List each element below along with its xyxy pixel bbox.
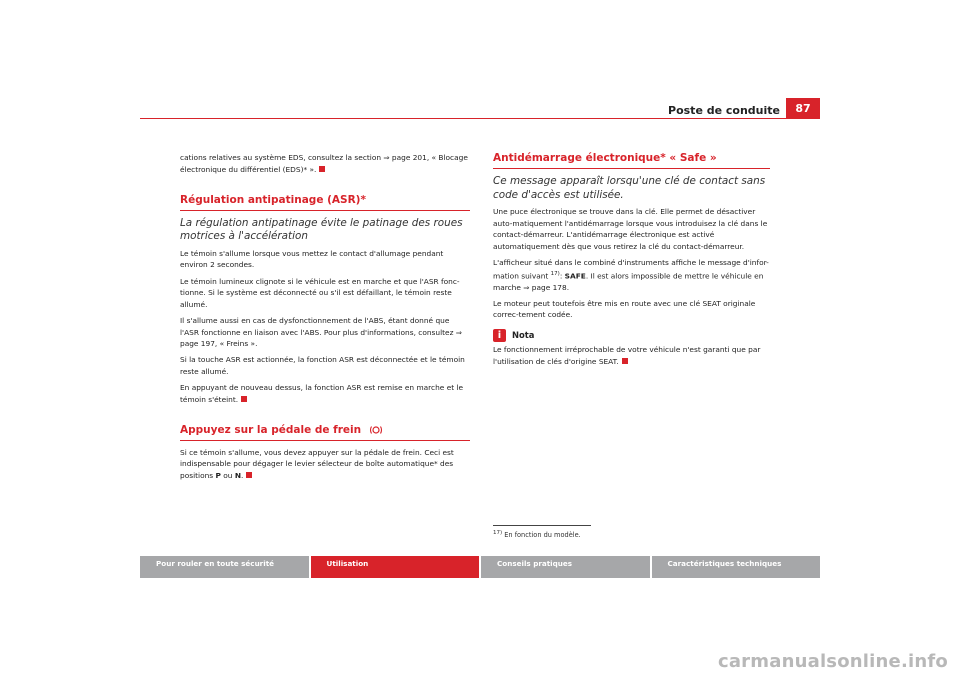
brake-heading: Appuyez sur la pédale de frein bbox=[180, 424, 470, 441]
asr-paragraph: Il s'allume aussi en cas de dysfonctionnement de l'ABS, étant donné que l'ASR fonctionne en liaison avec l'ABS. Pour plus d'informations, consultez ⇒ page 197, « Freins ». bbox=[180, 315, 462, 349]
footer-tab-usage[interactable]: Utilisation bbox=[311, 556, 480, 578]
watermark: carmanualsonline.info bbox=[717, 651, 948, 672]
note-header bbox=[493, 329, 770, 342]
footnote: $^{17)}$ En fonction du modèle. bbox=[493, 530, 581, 540]
left-column bbox=[180, 152, 470, 486]
safe-paragraph: Une puce électronique se trouve dans la clé. Elle permet de désactiver auto-matiquement l'antidémarrage lorsque vous introduisez la clé dans le contact-démarreur. L'antidémarrage électronique est activé automatiquement dès que vous retirez la clé du contact-démarreur. bbox=[493, 207, 768, 251]
footer-tab-technical-specs[interactable]: Caractéristiques techniques bbox=[652, 556, 821, 578]
end-marker-icon bbox=[241, 396, 247, 402]
footnote-ref: 17) bbox=[550, 270, 560, 277]
safe-subheading: Ce message apparaît lorsqu'une clé de contact sans code d'accès est utilisée. bbox=[493, 175, 766, 201]
asr-paragraph: Si la touche ASR est actionnée, la fonction ASR est déconnectée et le témoin reste allumé. bbox=[180, 355, 465, 376]
header-rule bbox=[140, 118, 820, 119]
page-number: 87 bbox=[786, 98, 820, 118]
brake-paragraph: Si ce témoin s'allume, vous devez appuyer sur la pédale de frein. Ceci est indispensable pour dégager le levier sélecteur de boîte automatique* des positions P ou N. bbox=[180, 447, 454, 481]
footer-nav bbox=[140, 556, 820, 578]
note-paragraph: Le fonctionnement irréprochable de votre véhicule n'est garanti que par l'utilisation de clés d'origine SEAT. bbox=[493, 345, 761, 366]
footer-tab-practical-tips[interactable]: Conseils pratiques bbox=[481, 556, 650, 578]
safe-paragraph: L'afficheur situé dans le combiné d'instruments affiche le message d'infor-mation suivant $^{17)}$: SAFE. Il est alors impossible de mettre le véhicule en marche ⇒ page 178. bbox=[493, 257, 769, 292]
info-icon: i bbox=[493, 329, 506, 342]
asr-subheading: La régulation antipatinage évite le patinage des roues motrices à l'accélération bbox=[180, 216, 463, 243]
asr-paragraph: Le témoin lumineux clignote si le véhicule est en marche et que l'ASR fonc-tionne. Si le système est déconnecté ou s'il est défaillant, le témoin reste allumé. bbox=[180, 276, 460, 309]
right-column bbox=[493, 152, 770, 372]
intro-paragraph: cations relatives au système EDS, consultez la section ⇒ page 201, « Blocage électronique du différentiel (EDS)* ». bbox=[180, 153, 468, 174]
footnote-rule bbox=[493, 525, 591, 526]
asr-heading: Régulation antipatinage (ASR)* bbox=[180, 194, 470, 211]
safe-paragraph: Le moteur peut toutefois être mis en route avec une clé SEAT originale correc-tement codée. bbox=[493, 298, 756, 320]
end-marker-icon bbox=[319, 166, 325, 172]
page-header-title: Poste de conduite bbox=[668, 104, 780, 117]
end-marker-icon bbox=[246, 472, 252, 478]
end-marker-icon bbox=[622, 358, 628, 364]
note-label: Nota bbox=[512, 329, 535, 340]
asr-paragraph: Le témoin s'allume lorsque vous mettez le contact d'allumage pendant environ 2 secondes. bbox=[180, 248, 444, 270]
asr-paragraph: En appuyant de nouveau dessus, la fonction ASR est remise en marche et le témoin s'éteint. bbox=[180, 383, 464, 404]
safe-heading: Antidémarrage électronique* « Safe » bbox=[493, 152, 770, 169]
brake-pedal-icon bbox=[369, 425, 383, 435]
footer-tab-safety[interactable]: Pour rouler en toute sécurité bbox=[140, 556, 309, 578]
